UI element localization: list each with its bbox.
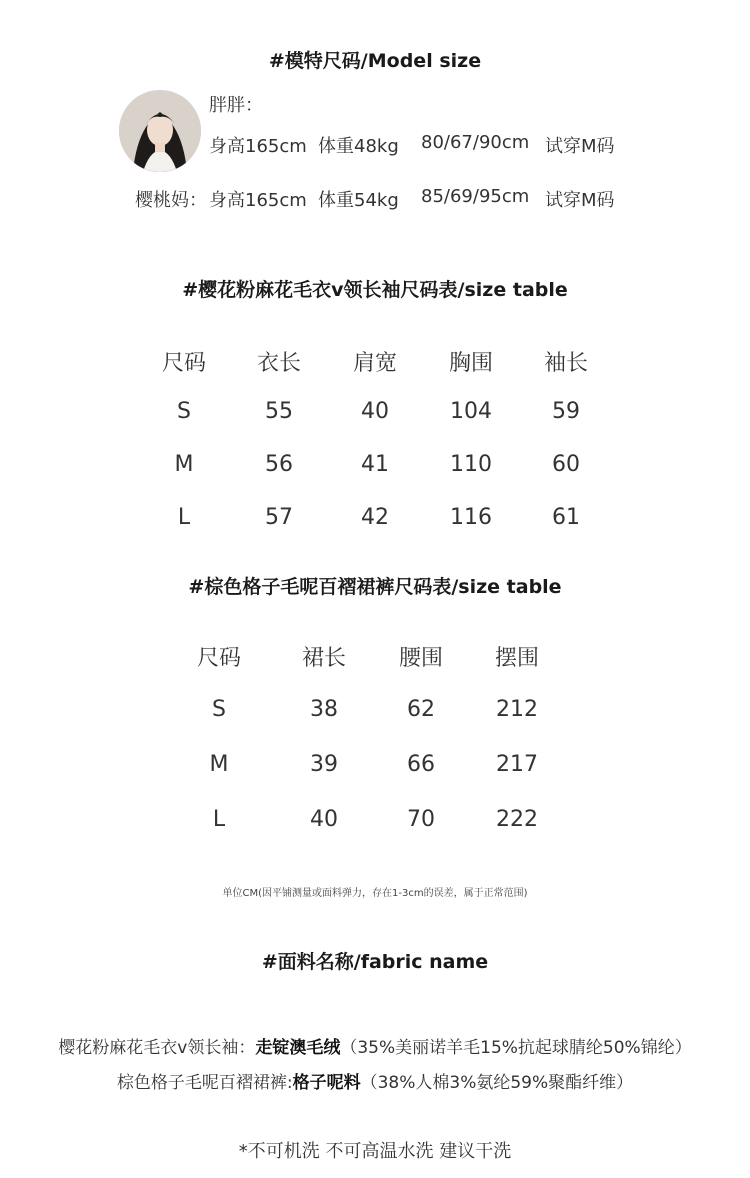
table-cell: 56 xyxy=(265,452,293,477)
table-header-cell: 衣长 xyxy=(256,351,301,376)
table-cell: 110 xyxy=(450,452,492,477)
model1-name: 胖胖： xyxy=(209,95,263,116)
care-instructions: *不可机洗 不可高温水洗 建议干洗 xyxy=(238,1141,512,1162)
skirt-table-heading: #棕色格子毛呢百褶裙裤尺码表/size table xyxy=(188,576,562,598)
fabric-line-sweater xyxy=(0,1033,750,1058)
table-cell: 104 xyxy=(450,399,492,424)
model2-try-size: 试穿M码 xyxy=(545,190,615,211)
table-header-cell: 裙长 xyxy=(301,646,346,671)
table-cell: 212 xyxy=(496,697,538,722)
table-header-cell: 摆围 xyxy=(494,646,539,671)
table-header-cell: 肩宽 xyxy=(352,351,397,376)
sweater-table-heading: #樱花粉麻花毛衣v领长袖尺码表/size table xyxy=(182,279,568,301)
table-cell: 66 xyxy=(407,752,435,777)
model-portrait-image xyxy=(119,90,201,172)
table-cell: 59 xyxy=(552,399,580,424)
measurement-note: 单位CM(因平铺测量或面料弹力，存在1-3cm的误差，属于正常范围) xyxy=(222,888,528,899)
model2-name: 樱桃妈： xyxy=(135,190,207,211)
table-header-cell: 胸围 xyxy=(448,351,493,376)
fabric-material-name: 走锭澳毛绒 xyxy=(255,1038,341,1058)
fabric-material-name: 格子呢料 xyxy=(292,1073,361,1093)
table-cell: 39 xyxy=(310,752,338,777)
model1-weight: 体重48kg xyxy=(318,136,399,157)
table-cell: S xyxy=(177,399,191,424)
table-cell: 217 xyxy=(496,752,538,777)
table-cell: S xyxy=(212,697,226,722)
table-cell: 61 xyxy=(552,505,580,530)
fabric-composition: （38%人棉3%氨纶59%聚酯纤维） xyxy=(360,1073,634,1093)
model1-measurements: 80/67/90cm xyxy=(421,132,530,153)
table-cell: M xyxy=(174,452,194,477)
table-cell: 116 xyxy=(450,505,492,530)
table-cell: 62 xyxy=(407,697,435,722)
table-cell: M xyxy=(209,752,229,777)
table-cell: 40 xyxy=(361,399,389,424)
table-header-cell: 袖长 xyxy=(543,351,588,376)
model1-height: 身高165cm xyxy=(209,136,307,157)
fabric-product-name: 棕色格子毛呢百褶裙裤: xyxy=(116,1073,293,1093)
fabric-heading: #面料名称/fabric name xyxy=(261,951,489,973)
model-size-heading: #模特尺码/Model size xyxy=(268,50,482,72)
model-avatar xyxy=(119,90,201,172)
table-cell: L xyxy=(177,505,191,530)
model1-try-size: 试穿M码 xyxy=(545,136,615,157)
table-cell: 57 xyxy=(265,505,293,530)
table-cell: 40 xyxy=(310,807,338,832)
table-cell: 38 xyxy=(310,697,338,722)
table-cell: L xyxy=(212,807,226,832)
table-cell: 41 xyxy=(361,452,389,477)
fabric-line-skirt xyxy=(0,1068,750,1093)
table-cell: 55 xyxy=(265,399,293,424)
model2-weight: 体重54kg xyxy=(318,190,399,211)
fabric-product-name: 樱花粉麻花毛衣v领长袖： xyxy=(58,1038,256,1058)
model2-measurements: 85/69/95cm xyxy=(421,186,530,207)
table-cell: 222 xyxy=(496,807,538,832)
model2-height: 身高165cm xyxy=(209,190,307,211)
table-header-cell: 腰围 xyxy=(398,646,443,671)
table-header-cell: 尺码 xyxy=(196,646,241,671)
table-cell: 60 xyxy=(552,452,580,477)
table-cell: 70 xyxy=(407,807,435,832)
table-header-cell: 尺码 xyxy=(161,351,206,376)
table-cell: 42 xyxy=(361,505,389,530)
fabric-composition: （35%美丽诺羊毛15%抗起球腈纶50%锦纶） xyxy=(340,1038,692,1058)
